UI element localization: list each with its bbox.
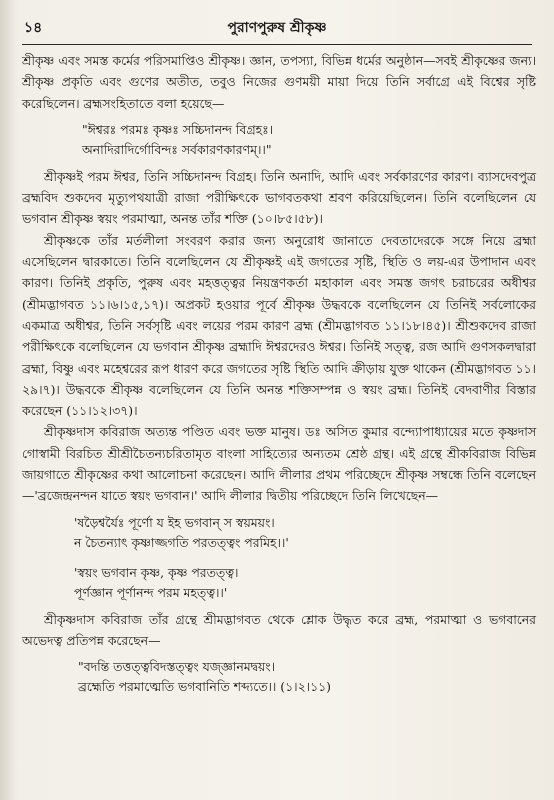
verse-line: 'ষড়ৈশ্বর্যৈঃ পূর্ণো য ইহ ভগবান্ স স্বয়ময়ং। bbox=[74, 514, 275, 530]
paragraph-2: শ্রীকৃষ্ণই পরম ঈশ্বর, তিনি সচ্চিদানন্দ বিগ্রহ। তিনি অনাদি, আদি এবং সর্বকারণের কারণ। ব্যাসদেবপুত্র ব্রহ্মবিদ শুকদেব মৃত্যুপথযাত্রী রাজা পরীক্ষিৎকে ভাগবতকথা শ্রবণ করিয়েছিলেন। তিনি বলেছিলেন যে ভগবান শ্রীকৃষ্ণ স্বয়ং পরমাত্মা, অনন্ত তাঁর শক্তি (১০।৮৫।৫৮)। bbox=[22, 168, 536, 227]
verse-line: অনাদিরাদির্গোবিন্দঃ সর্বকারণকারণম্।।" bbox=[82, 141, 272, 157]
paragraph-3: শ্রীকৃষ্ণকে তাঁর মর্তলীলা সংবরণ করার জন্য অনুরোধ জানাতে দেবতাদেরকে সঙ্গে নিয়ে ব্রহ্মা এসেছিলেন দ্বারকাতে। তিনি বলেছিলেন যে শ্রীকৃষ্ণই এই জগতের সৃষ্টি, স্থিতি ও লয়-এর উপাদান এবং কারণ। তিনিই প্রকৃতি, পুরুষ এবং মহত্তত্ত্বর নিয়ন্ত্রণকর্তা মহাকাল এবং সমস্ত জগৎ চরাচরের অধীশ্বর (শ্রীমদ্ভাগবত ১১।৬।১৫,১৭)। অপ্রকট হওয়ার পূর্বে শ্রীকৃষ্ণ উদ্ধবকে বলেছিলেন যে তিনিই সর্বলোকের একমাত্র অধীশ্বর, তিনি সর্বসৃষ্টি এবং লয়ের পরম কারণ ব্রহ্ম (শ্রীমদ্ভাগবত ১১।১৮।৪৫)। শ্রীশুকদেব রাজা পরীক্ষিৎকে বলেছিলেন যে ভগবান শ্রীকৃষ্ণ ব্রহ্মাদি ঈশ্বরদেরও ঈশ্বর। তিনিই সত্ত্ব, রজ আদি গুণসকলদ্বারা ব্রহ্মা, বিষ্ণু এবং মহেশ্বরের রূপ ধারণ করে জগতের সৃষ্টি স্থিতি আদি ক্রীড়ায় যুক্ত থাকেন (শ্রীমদ্ভাগবত ১১।২৯।৭)। উদ্ধবকে শ্রীকৃষ্ণ বলেছিলেন যে তিনি অনন্ত শক্তিসম্পন্ন ও স্বয়ং ব্রহ্ম। তিনিই বেদবাণীর বিস্তার করেছেন (১১।১২।৩৭)। bbox=[22, 232, 536, 419]
verse-line: "বদন্তি তত্তত্ত্ববিদস্তত্ত্বং যজ্জ্ঞানমদ্বয়ং। bbox=[78, 659, 276, 675]
verse-bhagavata bbox=[78, 657, 536, 697]
paragraph-5: শ্রীকৃষ্ণদাস কবিরাজ তাঁর গ্রন্থে শ্রীমদ্ভাগবত থেকে শ্লোক উদ্ধৃত করে ব্রহ্ম, পরমাত্মা ও ভগবানের অভেদত্ব প্রতিপন্ন করেছেন— bbox=[22, 611, 536, 648]
page-body bbox=[22, 50, 536, 703]
paragraph-4: শ্রীকৃষ্ণদাস কবিরাজ অত্যন্ত পণ্ডিত এবং ভক্ত মানুষ। ডঃ অসিত কুমার বন্দ্যোপাধ্যায়ের মতে কৃষ্ণদাস গোস্বামী বিরচিত শ্রীশ্রীচৈতন্যচরিতামৃত বাংলা সাহিত্যের অন্যতম শ্রেষ্ঠ গ্রন্থ। এই গ্রন্থে শ্রীকবিরাজ বিভিন্ন জায়গাতে শ্রীকৃষ্ণের কথা আলোচনা করেছেন। আদি লীলার প্রথম পরিচ্ছেদে শ্রীকৃষ্ণ সম্বন্ধে তিনি বলেছেন—'ব্রজেন্দ্রনন্দন যাতে স্বয়ং ভগবান।' আদি লীলার দ্বিতীয় পরিচ্ছেদে তিনি লিখেছেন— bbox=[22, 424, 536, 504]
header-rule bbox=[22, 44, 532, 45]
page-number: ১৪ bbox=[24, 20, 43, 36]
verse-svayam-bhagavan bbox=[74, 563, 536, 603]
verse-line: 'স্বয়ং ভগবান কৃষ্ণ, কৃষ্ণ পরতত্ত্ব। bbox=[74, 564, 239, 580]
verse-line: ব্রহ্মেতি পরমাত্মেতি ভগবানিতি শব্দ্যতে।। (১।২।১১) bbox=[78, 679, 332, 695]
running-title: পুরাণপুরুষ শ্রীকৃষ্ণ bbox=[227, 20, 327, 36]
paragraph-1: শ্রীকৃষ্ণ এবং সমস্ত কর্মের পরিসমাপ্তিও শ্রীকৃষ্ণ। জ্ঞান, তপস্যা, বিভিন্ন ধর্মের অনুষ্ঠান—সবই শ্রীকৃষ্ণের জন্য। শ্রীকৃষ্ণ প্রকৃতি এবং গুণের অতীত, তবুও নিজের গুণময়ী মায়া দিয়ে তিনি সর্বাগ্রে এই বিশ্বের সৃষ্টি করেছিলেন। ব্রহ্মসংহিতাতে বলা হয়েছে— bbox=[22, 53, 536, 111]
verse-line: "ঈশ্বরঃ পরমঃ কৃষ্ণঃ সচ্চিদানন্দ বিগ্রহঃ। bbox=[82, 121, 274, 137]
verse-brahmasamhita bbox=[82, 120, 536, 160]
page-header bbox=[0, 14, 554, 40]
verse-chaitanya-charitamrita bbox=[74, 513, 536, 553]
verse-line: ন চৈতন্যাৎ কৃষ্ণাজ্জগতি পরতত্ত্বং পরমিহ।।' bbox=[74, 534, 289, 550]
verse-line: পূর্ণজ্ঞান পূর্ণানন্দ পরম মহত্ত্ব।।' bbox=[74, 584, 228, 600]
